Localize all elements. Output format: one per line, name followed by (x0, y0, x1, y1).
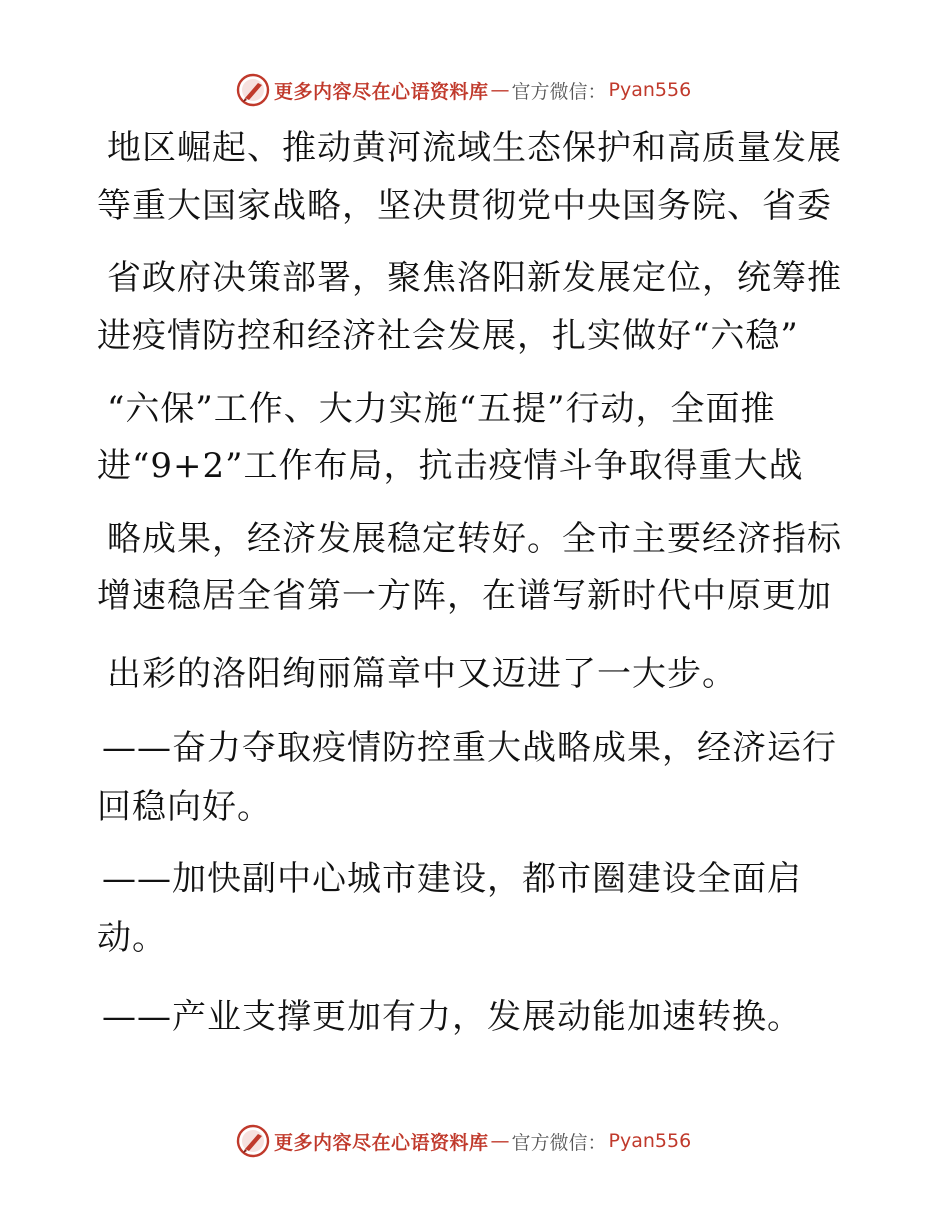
body-line: 动。 (97, 918, 167, 958)
banner-wechat-label: 官方微信： (511, 1131, 607, 1154)
banner-separator: — (490, 79, 510, 101)
body-line: 略成果，经济发展稳定转好。全市主要经济指标 (107, 519, 842, 559)
banner-wechat-label: 官方微信： (511, 80, 607, 103)
body-line: 增速稳居全省第一方阵，在谱写新时代中原更加 (97, 576, 832, 616)
body-line: 进“9+2”工作布局，抗击疫情斗争取得重大战 (97, 446, 804, 486)
banner-separator: — (490, 1130, 510, 1152)
header-banner (236, 73, 691, 107)
body-line: ——加快副中心城市建设，都市圈建设全面启 (102, 859, 802, 899)
banner-main-text: 更多内容尽在心语资料库 (274, 80, 489, 103)
banner-wechat-id: Pyan556 (608, 1130, 692, 1152)
body-line: 进疫情防控和经济社会发展，扎实做好“六稳” (97, 316, 799, 356)
body-line: 地区崛起、推动黄河流域生态保护和高质量发展 (107, 128, 842, 168)
banner-wechat-id: Pyan556 (608, 79, 692, 101)
body-line: 省政府决策部署，聚焦洛阳新发展定位，统筹推 (107, 258, 842, 298)
body-line: “六保”工作、大力实施“五提”行动，全面推 (107, 389, 776, 429)
banner-main-text: 更多内容尽在心语资料库 (274, 1131, 489, 1154)
body-line: ——产业支撑更加有力，发展动能加速转换。 (102, 997, 802, 1037)
body-line: 回稳向好。 (97, 787, 272, 827)
body-line: 出彩的洛阳绚丽篇章中又迈进了一大步。 (107, 654, 737, 694)
quill-pen-seal-icon (236, 73, 270, 107)
body-line: ——奋力夺取疫情防控重大战略成果，经济运行 (102, 728, 837, 768)
quill-pen-seal-icon (236, 1124, 270, 1158)
body-line: 等重大国家战略，坚决贯彻党中央国务院、省委 (97, 186, 832, 226)
footer-banner (236, 1124, 691, 1158)
